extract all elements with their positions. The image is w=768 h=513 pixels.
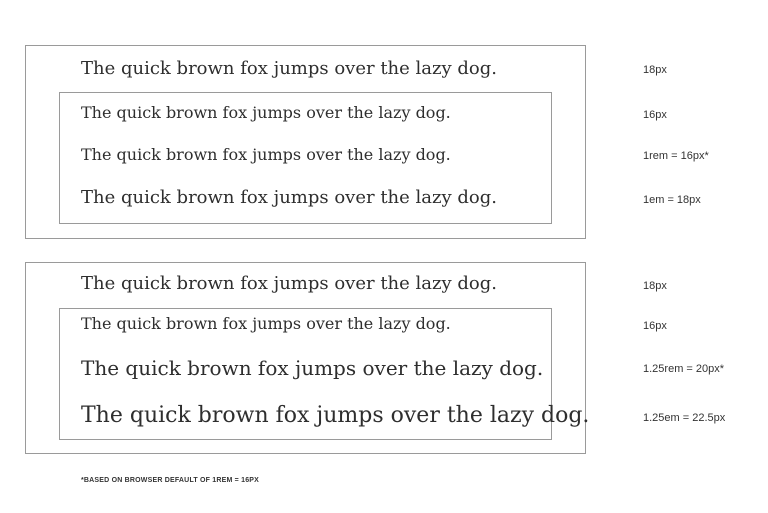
size-label-16px-2: 16px bbox=[643, 320, 667, 332]
size-label-1-25rem: 1.25rem = 20px* bbox=[643, 363, 725, 375]
sample-text-18px: The quick brown fox jumps over the lazy dog. bbox=[81, 58, 497, 79]
size-label-16px: 16px bbox=[643, 109, 667, 121]
size-label-1rem: 1rem = 16px* bbox=[643, 150, 709, 162]
size-label-1em: 1em = 18px bbox=[643, 194, 701, 206]
size-label-1-25em: 1.25em = 22.5px bbox=[643, 412, 726, 424]
sample-text-16px: The quick brown fox jumps over the lazy dog. bbox=[81, 103, 451, 122]
sample-text-18px-2: The quick brown fox jumps over the lazy dog. bbox=[81, 273, 497, 294]
sample-text-1em: The quick brown fox jumps over the lazy dog. bbox=[81, 187, 497, 208]
sample-text-1-25rem: The quick brown fox jumps over the lazy dog. bbox=[81, 356, 544, 380]
sample-text-1-25em: The quick brown fox jumps over the lazy dog. bbox=[81, 403, 590, 428]
sample-text-1rem: The quick brown fox jumps over the lazy dog. bbox=[81, 145, 451, 164]
size-label-18px: 18px bbox=[643, 64, 667, 76]
size-label-18px-2: 18px bbox=[643, 280, 667, 292]
sample-text-16px-2: The quick brown fox jumps over the lazy dog. bbox=[81, 314, 451, 333]
footnote: *BASED ON BROWSER DEFAULT OF 1REM = 16PX bbox=[81, 477, 260, 484]
